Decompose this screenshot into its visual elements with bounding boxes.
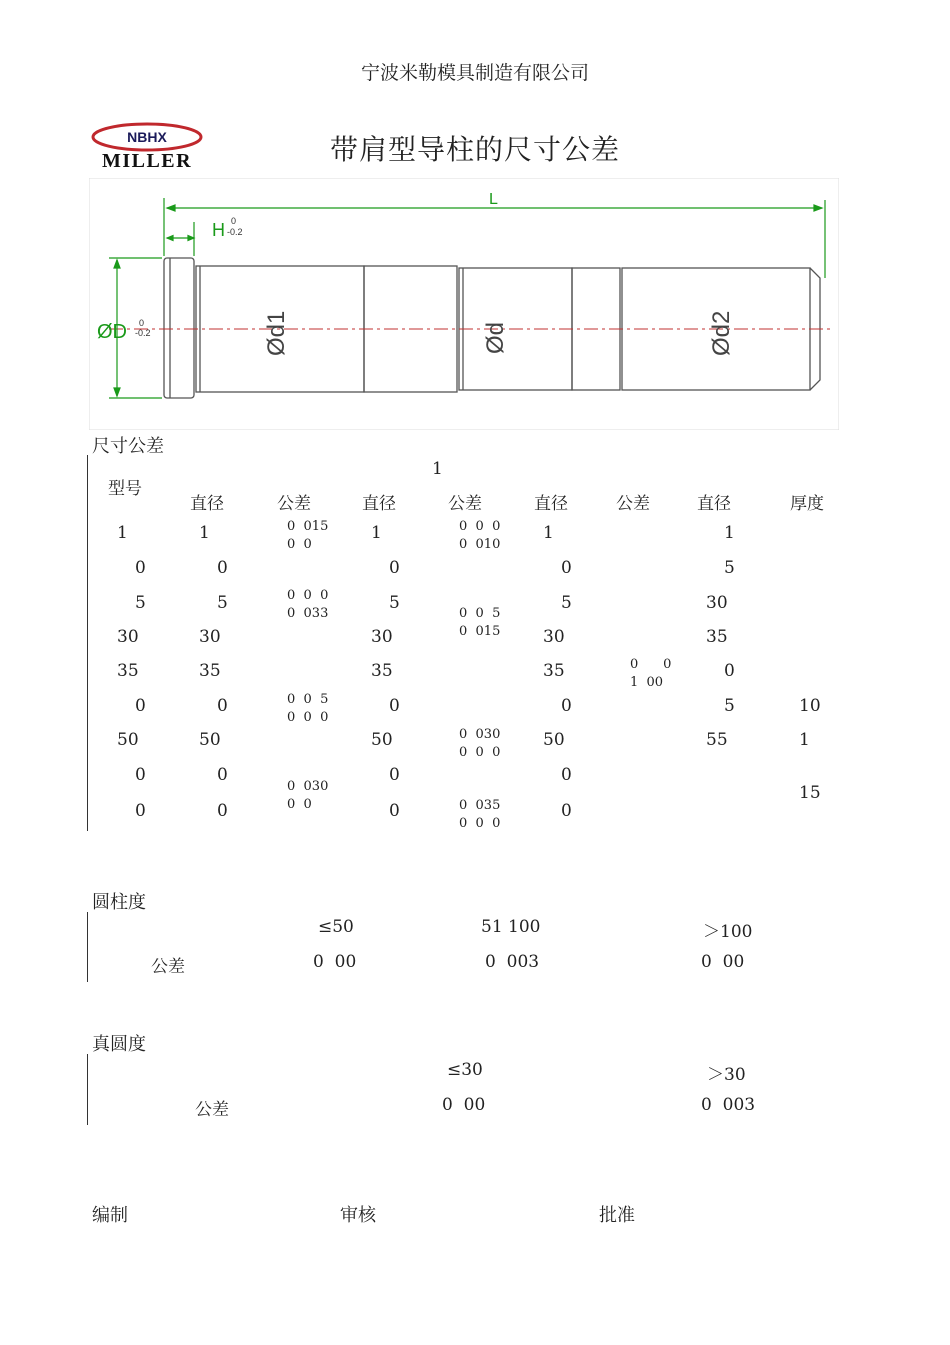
dia1-cell: 35 xyxy=(199,661,221,681)
guide-post-drawing xyxy=(89,178,839,430)
table-left-border xyxy=(87,455,88,831)
dia2-cell: 0 xyxy=(389,801,400,821)
dia3-cell: 0 xyxy=(561,558,572,578)
dia3-cell: 30 xyxy=(543,627,565,647)
model-cell: 5 xyxy=(135,593,146,613)
header-thickness: 厚度 xyxy=(790,494,824,514)
model-cell: 0 xyxy=(135,696,146,716)
dia3-cell: 50 xyxy=(543,730,565,750)
header-model: 型号 xyxy=(108,479,142,499)
cylindricity-left-border xyxy=(87,912,88,982)
dia2-cell: 0 xyxy=(389,765,400,785)
tol2-cell: 0 0 5 0 015 xyxy=(459,606,501,639)
section-title-cylindricity: 圆柱度 xyxy=(92,892,146,913)
dia2-cell: 5 xyxy=(389,593,400,613)
model-cell: 0 xyxy=(135,765,146,785)
dia4-cell: 30 xyxy=(706,593,728,613)
dia1-cell: 0 xyxy=(217,765,228,785)
cylindricity-value: 0 003 xyxy=(485,952,540,972)
dim-D-tol-top: 0 xyxy=(139,318,145,328)
thickness-cell: 15 xyxy=(799,783,821,803)
tol1-cell: 0 030 0 0 xyxy=(287,779,329,812)
cylindricity-range: 51 100 xyxy=(481,917,541,937)
header-tol2: 公差 xyxy=(448,494,482,514)
label-d1: Ød1 xyxy=(263,310,290,356)
cylindricity-range: ＞100 xyxy=(703,922,753,942)
thickness-cell: 1 xyxy=(799,730,810,750)
label-d2: Ød2 xyxy=(708,310,735,356)
document-title: 带肩型导柱的尺寸公差 xyxy=(329,133,620,166)
dim-H: H xyxy=(212,220,225,240)
group-label: 1 xyxy=(432,459,443,479)
section-title-size-tolerance: 尺寸公差 xyxy=(92,436,164,457)
roundness-range: ≤30 xyxy=(447,1060,483,1080)
tol1-cell: 0 0 0 0 033 xyxy=(287,588,329,621)
dia3-cell: 5 xyxy=(561,593,572,613)
dia1-cell: 1 xyxy=(199,523,210,543)
roundness-value: 0 003 xyxy=(701,1095,756,1115)
dia2-cell: 0 xyxy=(389,696,400,716)
header-dia1: 直径 xyxy=(190,494,224,514)
cylindricity-value: 0 00 xyxy=(313,952,357,972)
signature-reviewed: 审核 xyxy=(340,1205,376,1226)
dia2-cell: 0 xyxy=(389,558,400,578)
dia4-cell: 35 xyxy=(706,627,728,647)
cylindricity-range: ≤50 xyxy=(318,917,354,937)
dia1-cell: 0 xyxy=(217,801,228,821)
dia3-cell: 0 xyxy=(561,696,572,716)
company-name: 宁波米勒模具制造有限公司 xyxy=(360,62,589,84)
dia3-cell: 1 xyxy=(543,523,554,543)
dia4-cell: 5 xyxy=(724,696,735,716)
dia2-cell: 30 xyxy=(371,627,393,647)
dia3-cell: 0 xyxy=(561,765,572,785)
model-cell: 1 xyxy=(117,523,128,543)
dia3-cell: 0 xyxy=(561,801,572,821)
roundness-row-label: 公差 xyxy=(195,1100,229,1120)
logo-top-text: NBHX xyxy=(127,129,167,145)
header-tol1: 公差 xyxy=(277,494,311,514)
dia1-cell: 0 xyxy=(217,558,228,578)
dia1-cell: 0 xyxy=(217,696,228,716)
dia4-cell: 5 xyxy=(724,558,735,578)
dia2-cell: 1 xyxy=(371,523,382,543)
company-logo xyxy=(89,122,205,172)
header-dia4: 直径 xyxy=(697,494,731,514)
header-tol3: 公差 xyxy=(616,494,650,514)
tol2-cell: 0 030 0 0 0 xyxy=(459,727,501,760)
logo-bottom-text: MILLER xyxy=(101,150,193,172)
roundness-left-border xyxy=(87,1054,88,1125)
label-d: Ød xyxy=(482,321,509,354)
model-cell: 50 xyxy=(117,730,139,750)
tol3-cell: 0 0 1 00 xyxy=(630,657,672,690)
cylindricity-row-label: 公差 xyxy=(151,957,185,977)
dim-L: L xyxy=(489,191,498,208)
model-cell: 0 xyxy=(135,558,146,578)
dim-D-tol-bottom: -0.2 xyxy=(135,328,151,338)
model-cell: 30 xyxy=(117,627,139,647)
dia2-cell: 50 xyxy=(371,730,393,750)
dia4-cell: 55 xyxy=(706,730,728,750)
signature-prepared: 编制 xyxy=(92,1205,128,1226)
dia4-cell: 0 xyxy=(724,661,735,681)
model-cell: 0 xyxy=(135,801,146,821)
signature-approved: 批准 xyxy=(599,1205,635,1226)
dia2-cell: 35 xyxy=(371,661,393,681)
thickness-cell: 10 xyxy=(799,696,821,716)
shoulder-head xyxy=(164,258,194,398)
section-title-roundness: 真圆度 xyxy=(92,1034,146,1055)
dia3-cell: 35 xyxy=(543,661,565,681)
dim-D: ØD xyxy=(97,321,127,343)
header-dia3: 直径 xyxy=(534,494,568,514)
tol1-cell: 0 0 5 0 0 0 xyxy=(287,692,329,725)
dim-H-tol-bottom: -0.2 xyxy=(227,227,243,237)
tol2-cell: 0 035 0 0 0 xyxy=(459,798,501,831)
dia1-cell: 30 xyxy=(199,627,221,647)
roundness-range: ＞30 xyxy=(707,1065,746,1085)
header-dia2: 直径 xyxy=(362,494,396,514)
roundness-value: 0 00 xyxy=(442,1095,486,1115)
dia1-cell: 50 xyxy=(199,730,221,750)
cylindricity-value: 0 00 xyxy=(701,952,745,972)
tol1-cell: 0 015 0 0 xyxy=(287,519,329,552)
model-cell: 35 xyxy=(117,661,139,681)
dia4-cell: 1 xyxy=(724,523,735,543)
tol2-cell: 0 0 0 0 010 xyxy=(459,519,501,552)
dim-H-tol-top: 0 xyxy=(231,216,237,226)
dia1-cell: 5 xyxy=(217,593,228,613)
